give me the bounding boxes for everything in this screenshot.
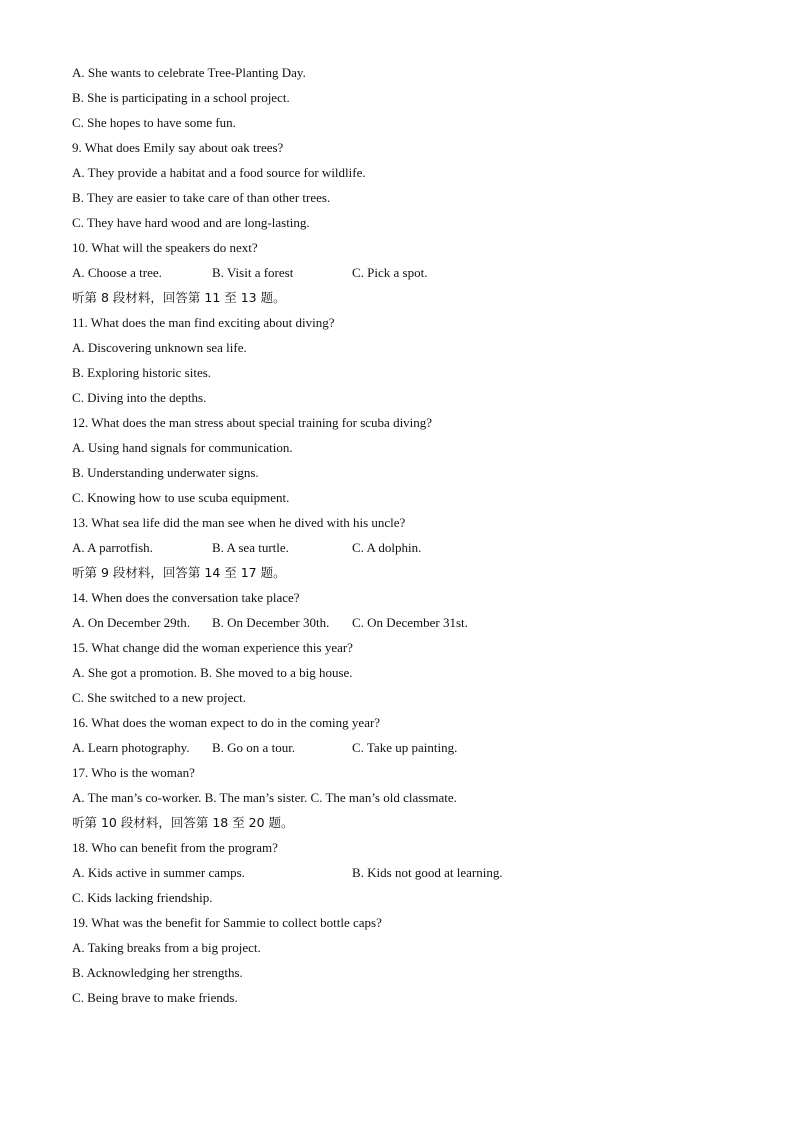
option-a: A. Learn photography. xyxy=(72,740,190,755)
option-line: B. They are easier to take care of than other trees. xyxy=(72,190,331,205)
option-line: C. Knowing how to use scuba equipment. xyxy=(72,490,290,505)
question-12: 12. What does the man stress about special training for scuba diving? xyxy=(72,415,433,430)
option-line: B. She is participating in a school project. xyxy=(72,90,290,105)
option-line: C. Diving into the depths. xyxy=(72,390,207,405)
options-row xyxy=(72,738,752,763)
option-line: C. Kids lacking friendship. xyxy=(72,890,213,905)
option-c: C. On December 31st. xyxy=(352,615,468,630)
option-b: B. Kids not good at learning. xyxy=(352,865,503,880)
option-b: B. Go on a tour. xyxy=(212,740,296,755)
section-heading: 听第 8 段材料，回答第 11 至 13 题。 xyxy=(72,290,286,305)
option-line: A. She got a promotion. B. She moved to a big house. xyxy=(72,665,353,680)
option-line: A. Discovering unknown sea life. xyxy=(72,340,247,355)
question-9: 9. What does Emily say about oak trees? xyxy=(72,140,284,155)
option-line: A. Using hand signals for communication. xyxy=(72,440,293,455)
options-row xyxy=(72,613,752,638)
option-c: C. A dolphin. xyxy=(352,540,422,555)
question-content xyxy=(72,63,752,1013)
question-15: 15. What change did the woman experience this year? xyxy=(72,640,353,655)
option-c: C. Take up painting. xyxy=(352,740,458,755)
option-line: C. She hopes to have some fun. xyxy=(72,115,236,130)
options-row xyxy=(72,863,752,888)
option-b: B. A sea turtle. xyxy=(212,540,289,555)
option-b: B. On December 30th. xyxy=(212,615,330,630)
option-line: A. The man’s co-worker. B. The man’s sister. C. The man’s old classmate. xyxy=(72,790,457,805)
option-line: B. Acknowledging her strengths. xyxy=(72,965,243,980)
question-18: 18. Who can benefit from the program? xyxy=(72,840,278,855)
question-17: 17. Who is the woman? xyxy=(72,765,195,780)
option-line: A. She wants to celebrate Tree-Planting Day. xyxy=(72,65,306,80)
option-a: A. Kids active in summer camps. xyxy=(72,865,245,880)
options-row xyxy=(72,263,752,288)
section-heading: 听第 10 段材料，回答第 18 至 20 题。 xyxy=(72,815,294,830)
option-a: A. Choose a tree. xyxy=(72,265,162,280)
question-11: 11. What does the man find exciting about diving? xyxy=(72,315,335,330)
question-10: 10. What will the speakers do next? xyxy=(72,240,258,255)
option-line: C. Being brave to make friends. xyxy=(72,990,238,1005)
option-a: A. On December 29th. xyxy=(72,615,191,630)
option-c: C. Pick a spot. xyxy=(352,265,428,280)
question-13: 13. What sea life did the man see when he dived with his uncle? xyxy=(72,515,406,530)
option-line: B. Exploring historic sites. xyxy=(72,365,212,380)
option-b: B. Visit a forest xyxy=(212,265,294,280)
option-line: B. Understanding underwater signs. xyxy=(72,465,259,480)
section-heading: 听第 9 段材料，回答第 14 至 17 题。 xyxy=(72,565,286,580)
question-14: 14. When does the conversation take place? xyxy=(72,590,300,605)
option-a: A. A parrotfish. xyxy=(72,540,153,555)
option-line: C. They have hard wood and are long-lasting. xyxy=(72,215,310,230)
option-line: C. She switched to a new project. xyxy=(72,690,247,705)
question-16: 16. What does the woman expect to do in the coming year? xyxy=(72,715,381,730)
option-line: A. Taking breaks from a big project. xyxy=(72,940,261,955)
options-row xyxy=(72,538,752,563)
question-19: 19. What was the benefit for Sammie to collect bottle caps? xyxy=(72,915,382,930)
option-line: A. They provide a habitat and a food source for wildlife. xyxy=(72,165,366,180)
